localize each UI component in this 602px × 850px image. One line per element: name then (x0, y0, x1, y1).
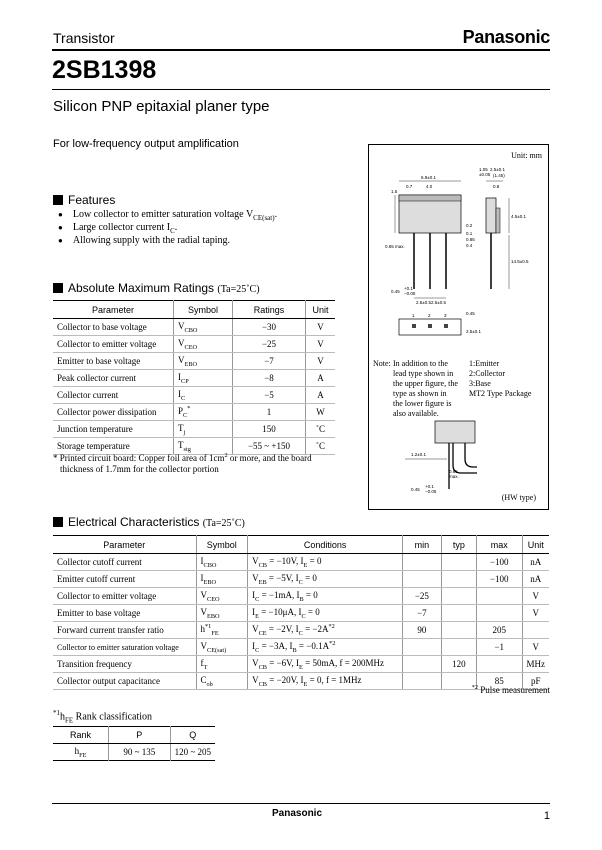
svg-text:4.0: 4.0 (426, 184, 433, 189)
table-row (53, 588, 549, 605)
square-bullet-icon (53, 195, 63, 205)
brand-logo: Panasonic (462, 27, 550, 47)
rating-cell: −5 (233, 387, 306, 404)
table-row (53, 421, 335, 438)
conditions-cell: $V_{CE} = -2V$, $I_C = -2A^{*2}$ (248, 622, 403, 639)
package-diagram (368, 144, 549, 510)
rank-title: $^{*1}h_{FE}$ Rank classification (53, 709, 153, 725)
category-label: Transistor (53, 30, 115, 46)
param-cell: Collector cutoff current (53, 554, 196, 571)
svg-text:0.85: 0.85 (449, 469, 458, 474)
svg-text:+0.1: +0.1 (425, 484, 434, 489)
symbol-cell: $h^{*1}_{FE}$ (196, 622, 248, 639)
symbol-cell: $P_C^*$ (174, 404, 233, 421)
unit-label: Unit: mm (511, 151, 542, 160)
rating-cell: −25 (233, 336, 306, 353)
svg-text:−0.05: −0.05 (425, 489, 437, 494)
svg-text:14.5±0.5: 14.5±0.5 (511, 259, 529, 264)
svg-text:0.4: 0.4 (466, 243, 473, 248)
param-cell: Collector to base voltage (53, 319, 174, 336)
param-cell: Emitter to base voltage (53, 353, 174, 370)
rating-cell: 150 (233, 421, 306, 438)
col-header: Symbol (174, 301, 233, 319)
min-cell (403, 639, 442, 656)
col-header: Ratings (233, 301, 306, 319)
symbol-cell: $I_C$ (174, 387, 233, 404)
unit-cell: V (522, 605, 549, 622)
typ-cell: 120 (441, 656, 476, 673)
subtitle: Silicon PNP epitaxial planer type (53, 98, 270, 115)
table-row (53, 639, 549, 656)
symbol-cell: $T_{stg}$ (174, 438, 233, 455)
col-header: Parameter (53, 301, 174, 319)
param-cell: Emitter to base voltage (53, 605, 196, 622)
unit-cell: V (306, 353, 336, 370)
rating-cell: 1 (233, 404, 306, 421)
symbol-cell: $T_j$ (174, 421, 233, 438)
abs-max-heading: Absolute Maximum Ratings (Ta=25˚C) (53, 281, 260, 295)
svg-text:2: 2 (428, 313, 431, 318)
footer-rule (52, 803, 550, 804)
svg-text:4.5±0.1: 4.5±0.1 (511, 214, 526, 219)
svg-text:0.85: 0.85 (466, 237, 475, 242)
typ-cell (441, 554, 476, 571)
note-label: Note: (373, 359, 391, 368)
param-cell: Forward current transfer ratio (53, 622, 196, 639)
header-rule (52, 49, 550, 51)
rating-cell: −7 (233, 353, 306, 370)
features-list (58, 208, 277, 247)
unit-cell: pF (522, 673, 549, 690)
svg-text:0.45: 0.45 (391, 289, 400, 294)
param-cell: Emitter cutoff current (53, 571, 196, 588)
col-header: Rank (53, 727, 109, 744)
svg-text:0.65 max.: 0.65 max. (385, 244, 405, 249)
svg-text:1.5: 1.5 (391, 189, 398, 194)
part-number: 2SB1398 (52, 56, 157, 84)
max-cell: −100 (477, 571, 522, 588)
svg-text:0.7: 0.7 (406, 184, 413, 189)
rank-row-label: $h_{FE}$ (53, 744, 109, 761)
rating-cell: −8 (233, 370, 306, 387)
typ-cell (441, 588, 476, 605)
feature-item: ● Low collector to emitter saturation voltage $V_{CE(sat)}$. (58, 208, 277, 221)
svg-text:1.05: 1.05 (479, 167, 488, 172)
symbol-cell: $f_T$ (196, 656, 248, 673)
col-header: Symbol (196, 536, 248, 554)
param-cell: Transition frequency (53, 656, 196, 673)
unit-cell (522, 622, 549, 639)
unit-cell: nA (522, 554, 549, 571)
conditions-cell: $V_{EB} = -5V$, $I_C = 0$ (248, 571, 403, 588)
unit-cell: A (306, 387, 336, 404)
svg-text:0.1: 0.1 (466, 231, 473, 236)
symbol-cell: $C_{ob}$ (196, 673, 248, 690)
svg-text:0.8: 0.8 (493, 184, 500, 189)
table-row (53, 656, 549, 673)
svg-text:1: 1 (412, 313, 415, 318)
min-cell: −7 (403, 605, 442, 622)
svg-text:2.5±0.1: 2.5±0.1 (466, 329, 481, 334)
min-cell (403, 554, 442, 571)
min-cell (403, 673, 442, 690)
col-header: Parameter (53, 536, 196, 554)
table-row (53, 319, 335, 336)
pin-legend: 1:Emitter 2:Collector 3:Base MT2 Type Package (469, 359, 532, 398)
page-number: 1 (543, 810, 550, 822)
svg-text:−0.05: −0.05 (404, 291, 416, 296)
application: For low-frequency output amplification (53, 138, 239, 150)
param-cell: Junction temperature (53, 421, 174, 438)
abs-max-footnote: * Printed circuit board: Copper foil area of $1cm^2$ or more, and the board thickness of 1.7mm for the collector portion (53, 452, 312, 474)
min-cell (403, 571, 442, 588)
note-text: In addition to the lead type shown in the upper figure, the type as shown in the lower figure is also available. (393, 359, 458, 418)
param-cell: Peak collector current (53, 370, 174, 387)
svg-text:max.: max. (449, 474, 459, 479)
svg-text:±0.05: ±0.05 (479, 172, 491, 177)
typ-cell (441, 571, 476, 588)
table-row (53, 571, 549, 588)
unit-cell: MHz (522, 656, 549, 673)
param-cell: Collector to emitter saturation voltage (53, 639, 196, 656)
abs-max-table (53, 300, 335, 455)
square-bullet-icon (53, 517, 63, 527)
max-cell: −100 (477, 554, 522, 571)
svg-text:2.5±0.5: 2.5±0.5 (416, 300, 431, 305)
param-cell: Collector output capacitance (53, 673, 196, 690)
symbol-cell: $I_{CP}$ (174, 370, 233, 387)
unit-cell: ˚C (306, 421, 336, 438)
max-cell (477, 605, 522, 622)
svg-text:1.2±0.1: 1.2±0.1 (411, 452, 426, 457)
conditions-cell: $I_E = -10\mu A$, $I_C = 0$ (248, 605, 403, 622)
symbol-cell: $V_{EBO}$ (196, 605, 248, 622)
feature-item: ● Large collector current $I_C$. (58, 221, 277, 234)
rating-cell: −55 ~ +150 (233, 438, 306, 455)
rank-value-p: 90 ~ 135 (109, 744, 171, 761)
param-cell: Storage temperature (53, 438, 174, 455)
col-header: Conditions (248, 536, 403, 554)
typ-cell (441, 605, 476, 622)
svg-text:0.45: 0.45 (466, 311, 475, 316)
svg-text:2.5±0.5: 2.5±0.5 (431, 300, 446, 305)
table-row (53, 404, 335, 421)
table-row (53, 336, 335, 353)
col-header: Unit (522, 536, 549, 554)
elec-heading: Electrical Characteristics (Ta=25˚C) (53, 515, 245, 529)
table-row (53, 744, 215, 761)
col-header: Q (170, 727, 215, 744)
max-cell (477, 588, 522, 605)
max-cell (477, 656, 522, 673)
col-header: min (403, 536, 442, 554)
symbol-cell: $V_{CEO}$ (174, 336, 233, 353)
rank-table (53, 726, 215, 761)
min-cell: −25 (403, 588, 442, 605)
unit-cell: V (306, 319, 336, 336)
package-drawing (369, 163, 548, 373)
conditions-cell: $V_{CB} = -6V$, $I_E = 50mA$, f = 200MHz (248, 656, 403, 673)
unit-cell: V (522, 639, 549, 656)
table-row (53, 353, 335, 370)
table-row (53, 370, 335, 387)
max-cell: 205 (477, 622, 522, 639)
param-cell: Collector power dissipation (53, 404, 174, 421)
svg-text:2.5±0.1: 2.5±0.1 (490, 167, 505, 172)
feature-item: ● Allowing supply with the radial taping. (58, 234, 277, 247)
conditions-cell: $I_C = -3A$, $I_B = -0.1A^{*2}$ (248, 639, 403, 656)
conditions-cell: $V_{CB} = -10V$, $I_E = 0$ (248, 554, 403, 571)
table-row (53, 622, 549, 639)
typ-cell (441, 639, 476, 656)
symbol-cell: $V_{EBO}$ (174, 353, 233, 370)
title-rule (52, 89, 550, 90)
svg-text:(1.45): (1.45) (493, 173, 505, 178)
max-cell: −1 (477, 639, 522, 656)
svg-text:0.45: 0.45 (411, 487, 420, 492)
footer-brand: Panasonic (272, 808, 323, 819)
table-row (53, 605, 549, 622)
min-cell (403, 656, 442, 673)
features-heading: Features (53, 193, 115, 207)
max-cell: 85 (477, 673, 522, 690)
unit-cell: A (306, 370, 336, 387)
col-header: typ (441, 536, 476, 554)
min-cell: 90 (403, 622, 442, 639)
param-cell: Collector to emitter voltage (53, 336, 174, 353)
unit-cell: V (522, 588, 549, 605)
conditions-cell: $I_C = -1mA$, $I_B = 0$ (248, 588, 403, 605)
col-header: P (109, 727, 171, 744)
symbol-cell: $V_{CE(sat)}$ (196, 639, 248, 656)
svg-text:+0.1: +0.1 (404, 286, 413, 291)
table-row (53, 554, 549, 571)
square-bullet-icon (53, 283, 63, 293)
elec-footnote: $^{*2}$ Pulse measurement (471, 684, 550, 695)
unit-cell: nA (522, 571, 549, 588)
col-header: max (477, 536, 522, 554)
svg-text:3: 3 (444, 313, 447, 318)
hw-type-label: (HW type) (501, 493, 536, 502)
svg-text:6.9±0.1: 6.9±0.1 (421, 175, 436, 180)
typ-cell (441, 622, 476, 639)
rating-cell: −30 (233, 319, 306, 336)
symbol-cell: $I_{EBO}$ (196, 571, 248, 588)
param-cell: Collector current (53, 387, 174, 404)
table-row (53, 387, 335, 404)
symbol-cell: $I_{CBO}$ (196, 554, 248, 571)
col-header: Unit (306, 301, 336, 319)
hw-type-drawing (369, 415, 548, 495)
symbol-cell: $V_{CEO}$ (196, 588, 248, 605)
svg-text:0.2: 0.2 (466, 223, 473, 228)
unit-cell: W (306, 404, 336, 421)
rank-value-q: 120 ~ 205 (174, 747, 211, 757)
unit-cell: V (306, 336, 336, 353)
unit-cell: ˚C (306, 438, 336, 455)
conditions-cell: $V_{CB} = -20V$, $I_E = 0$, f = 1MHz (248, 673, 403, 690)
param-cell: Collector to emitter voltage (53, 588, 196, 605)
symbol-cell: $V_{CBO}$ (174, 319, 233, 336)
elec-table (53, 535, 549, 690)
